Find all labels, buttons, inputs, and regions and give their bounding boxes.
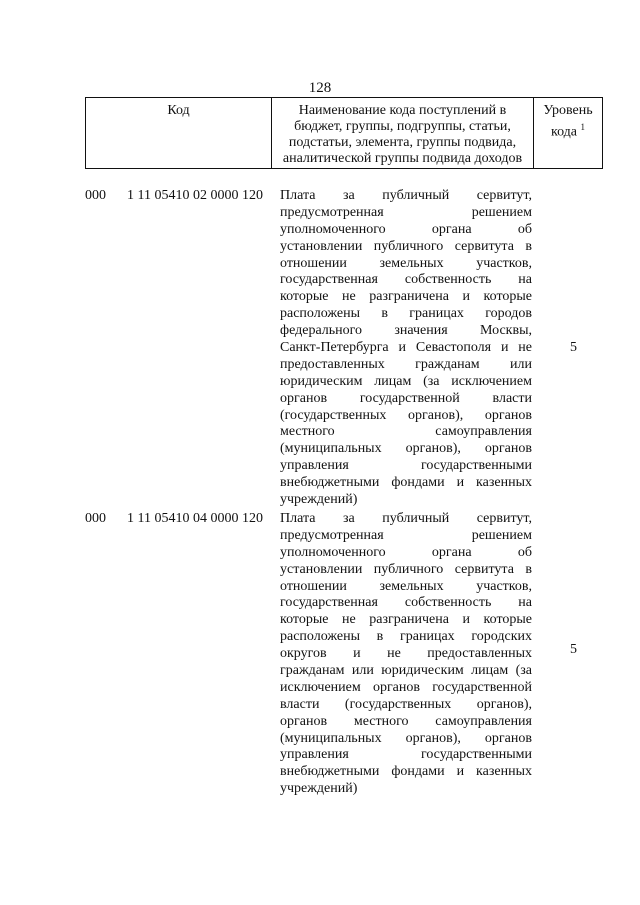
description-line: предоставленных гражданам или [280, 356, 532, 372]
description-line: федерального значения Москвы, [280, 323, 532, 339]
header-code: Код [86, 98, 272, 168]
revenue-code: 1 11 05410 04 0000 120 [127, 511, 263, 526]
description-line: которые не разграничена и которые [280, 289, 532, 305]
description-line: учреждений) [280, 492, 358, 508]
description-line: отношении земельных участков, [280, 255, 532, 271]
description-line: (муниципальных органов), органов [280, 730, 532, 746]
revenue-code: 1 11 05410 02 0000 120 [127, 188, 263, 203]
admin-code: 000 [85, 188, 106, 203]
description-line: Плата за публичный сервитут, [280, 188, 532, 203]
description-line: государственная собственность на [280, 595, 532, 611]
description-line: уполномоченного органа об [280, 221, 532, 237]
header-name-line: подстатьи, элемента, группы подвида, [288, 135, 517, 150]
description-line: гражданам или юридическим лицам (за [280, 663, 532, 679]
description-line: органов местного самоуправления [280, 713, 532, 729]
description-line: округов и не предоставленных [280, 646, 532, 662]
description-line: (муниципальных органов), органов [280, 441, 532, 457]
description-line: учреждений) [280, 781, 358, 797]
description-line: исключением органов государственной [280, 679, 532, 695]
description-line: Плата за публичный сервитут, [280, 511, 532, 526]
header-name-line: Наименование кода поступлений в [298, 103, 507, 118]
description-line: расположены в границах городских [280, 629, 532, 645]
header-level [534, 98, 602, 168]
level-value: 5 [570, 642, 577, 657]
description-line: установлении публичного сервитута в [280, 561, 532, 577]
description-line: предусмотренная решением [280, 527, 532, 543]
description-line: юридическим лицам (за исключением [280, 373, 532, 389]
description-line: Санкт-Петербурга и Севастополя и не [280, 340, 532, 356]
description-line: внебюджетными фондами и казенных [280, 764, 532, 780]
footnote-marker: 1 [580, 122, 586, 132]
description-line: власти (государственных органов), [280, 696, 532, 712]
revenue-description [280, 511, 532, 798]
table-header [85, 97, 603, 169]
header-level-code [534, 119, 602, 141]
description-line: (государственных органов), органов [280, 407, 532, 423]
description-line: органов государственной власти [280, 390, 532, 406]
header-name-line: аналитической группы подвида доходов [282, 151, 523, 166]
description-line: предусмотренная решением [280, 204, 532, 220]
description-line: управления государственными [280, 747, 532, 763]
revenue-description [280, 188, 532, 509]
description-line: расположены в границах городов [280, 306, 532, 322]
description-line: отношении земельных участков, [280, 578, 532, 594]
description-line: местного самоуправления [280, 424, 532, 440]
description-line: государственная собственность на [280, 272, 532, 288]
header-name-line: бюджет, группы, подгруппы, статьи, [294, 119, 511, 134]
description-line: управления государственными [280, 458, 532, 474]
page-number: 128 [308, 80, 332, 96]
description-line: установлении публичного сервитута в [280, 238, 532, 254]
level-value: 5 [570, 340, 577, 355]
header-level-code-text: кода [550, 124, 578, 140]
header-level-title: Уровень [543, 103, 593, 118]
description-line: уполномоченного органа об [280, 544, 532, 560]
description-line: которые не разграничена и которые [280, 612, 532, 628]
description-line: внебюджетными фондами и казенных [280, 475, 532, 491]
admin-code: 000 [85, 511, 106, 526]
header-name [272, 98, 534, 168]
